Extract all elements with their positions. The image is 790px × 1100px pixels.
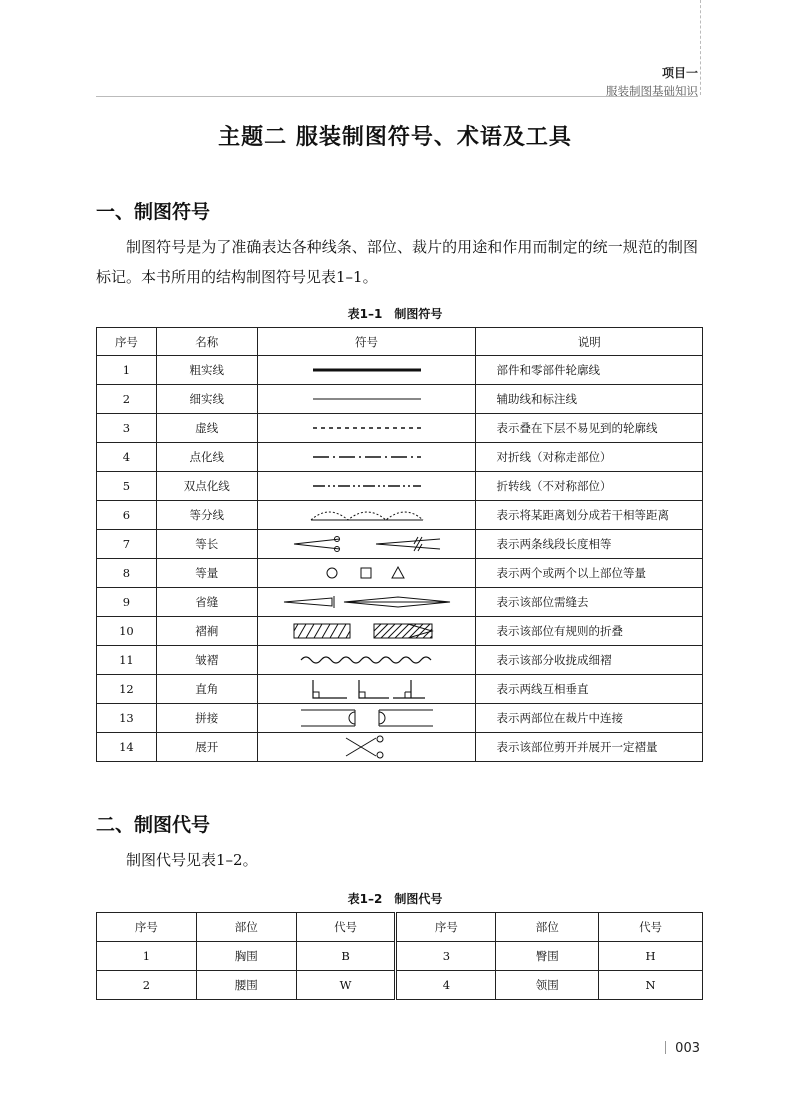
- table-row: [97, 971, 703, 1000]
- table-row: [97, 472, 703, 501]
- table-row: [97, 414, 703, 443]
- equal-length-symbol: [257, 530, 476, 559]
- row-no: 3: [97, 414, 157, 443]
- cell: 臀围: [496, 942, 599, 971]
- table-row: [97, 385, 703, 414]
- row-no: 6: [97, 501, 157, 530]
- header-name: 名称: [156, 328, 257, 356]
- row-name: 粗实线: [156, 356, 257, 385]
- header-subtitle: 服装制图基础知识: [606, 84, 698, 98]
- header-code: 代号: [599, 913, 703, 942]
- row-no: 7: [97, 530, 157, 559]
- table-row: [97, 588, 703, 617]
- row-no: 8: [97, 559, 157, 588]
- codes-table: [96, 912, 703, 1000]
- cell: 腰围: [196, 971, 296, 1000]
- header-no: 序号: [97, 913, 197, 942]
- right-angle-symbol: [257, 675, 476, 704]
- dashed-line-symbol: [257, 414, 476, 443]
- table-header-row: [97, 913, 703, 942]
- dash-double-dot-line-symbol: [257, 472, 476, 501]
- row-name: 等长: [156, 530, 257, 559]
- header-no: 序号: [396, 913, 496, 942]
- cell: 3: [396, 942, 496, 971]
- row-desc: 表示该部位剪开并展开一定褶量: [476, 733, 703, 762]
- row-no: 10: [97, 617, 157, 646]
- row-no: 12: [97, 675, 157, 704]
- cell: 4: [396, 971, 496, 1000]
- pleat-symbol: [257, 617, 476, 646]
- table-row: [97, 675, 703, 704]
- row-desc: 表示两线互相垂直: [476, 675, 703, 704]
- row-desc: 表示该部位有规则的折叠: [476, 617, 703, 646]
- table-row: [97, 704, 703, 733]
- row-name: 双点化线: [156, 472, 257, 501]
- row-no: 2: [97, 385, 157, 414]
- equal-quantity-symbol: [257, 559, 476, 588]
- section2-paragraph: 制图代号见表1–2。: [126, 851, 258, 869]
- row-name: 拼接: [156, 704, 257, 733]
- header-divider: [96, 96, 698, 97]
- row-desc: 表示两个或两个以上部位等量: [476, 559, 703, 588]
- row-desc: 折转线（不对称部位）: [476, 472, 703, 501]
- page-title: 主题二 服装制图符号、术语及工具: [218, 124, 572, 150]
- table-row: [97, 530, 703, 559]
- symbols-table: [96, 327, 703, 762]
- row-desc: 对折线（对称走部位）: [476, 443, 703, 472]
- header-project: 项目一: [661, 66, 698, 80]
- page-edge-rule: [700, 0, 701, 95]
- row-name: 褶裥: [156, 617, 257, 646]
- row-no: 1: [97, 356, 157, 385]
- section1-paragraph: 制图符号是为了准确表达各种线条、部位、裁片的用途和作用而制定的统一规范的制图标记。本书所用的结构制图符号见表1–1。: [96, 238, 698, 286]
- row-no: 9: [97, 588, 157, 617]
- thick-line-symbol: [257, 356, 476, 385]
- thin-line-symbol: [257, 385, 476, 414]
- cell: 1: [97, 942, 197, 971]
- row-desc: 表示叠在下层不易见到的轮廓线: [476, 414, 703, 443]
- row-desc: 表示将某距离划分成若干相等距离: [476, 501, 703, 530]
- table2-caption: [0, 890, 790, 907]
- row-name: 细实线: [156, 385, 257, 414]
- equal-division-symbol: [257, 501, 476, 530]
- row-name: 省缝: [156, 588, 257, 617]
- dart-symbol: [257, 588, 476, 617]
- header-part: 部位: [496, 913, 599, 942]
- section2-heading: 二、制图代号: [96, 814, 211, 836]
- cell: W: [296, 971, 396, 1000]
- page-number-bar: [665, 1041, 666, 1054]
- cell: 胸围: [196, 942, 296, 971]
- table-row: [97, 617, 703, 646]
- header-code: 代号: [296, 913, 396, 942]
- gather-symbol: [257, 646, 476, 675]
- row-desc: 部件和零部件轮廓线: [476, 356, 703, 385]
- table-row: [97, 646, 703, 675]
- header-part: 部位: [196, 913, 296, 942]
- row-no: 5: [97, 472, 157, 501]
- table-row: [97, 356, 703, 385]
- running-header: [606, 64, 698, 99]
- header-no: 序号: [97, 328, 157, 356]
- row-no: 13: [97, 704, 157, 733]
- table-row: [97, 733, 703, 762]
- row-name: 点化线: [156, 443, 257, 472]
- row-name: 等量: [156, 559, 257, 588]
- row-name: 展开: [156, 733, 257, 762]
- cell: B: [296, 942, 396, 971]
- cell: 2: [97, 971, 197, 1000]
- table-header-row: [97, 328, 703, 356]
- cell: N: [599, 971, 703, 1000]
- row-name: 皱褶: [156, 646, 257, 675]
- cell: H: [599, 942, 703, 971]
- cell: 领围: [496, 971, 599, 1000]
- table1-caption-no: 表1–1: [347, 307, 383, 321]
- spread-symbol: [257, 733, 476, 762]
- row-desc: 表示该部位需缝去: [476, 588, 703, 617]
- header-desc: 说明: [476, 328, 703, 356]
- header-symbol: 符号: [257, 328, 476, 356]
- row-desc: 辅助线和标注线: [476, 385, 703, 414]
- table1-caption-title: 制图符号: [394, 307, 443, 321]
- row-no: 14: [97, 733, 157, 762]
- page-number: [665, 1041, 700, 1056]
- row-name: 直角: [156, 675, 257, 704]
- table2-caption-no: 表1–2: [347, 892, 383, 906]
- table-row: [97, 942, 703, 971]
- table-row: [97, 443, 703, 472]
- row-name: 虚线: [156, 414, 257, 443]
- row-desc: 表示两部位在裁片中连接: [476, 704, 703, 733]
- row-no: 4: [97, 443, 157, 472]
- row-no: 11: [97, 646, 157, 675]
- row-desc: 表示该部分收拢成细褶: [476, 646, 703, 675]
- dash-dot-line-symbol: [257, 443, 476, 472]
- table1-caption: [0, 305, 790, 322]
- table-row: [97, 559, 703, 588]
- page-number-text: 003: [675, 1041, 700, 1056]
- row-desc: 表示两条线段长度相等: [476, 530, 703, 559]
- table2-caption-title: 制图代号: [394, 892, 443, 906]
- section1-heading: 一、制图符号: [96, 201, 211, 223]
- splice-symbol: [257, 704, 476, 733]
- row-name: 等分线: [156, 501, 257, 530]
- table-row: [97, 501, 703, 530]
